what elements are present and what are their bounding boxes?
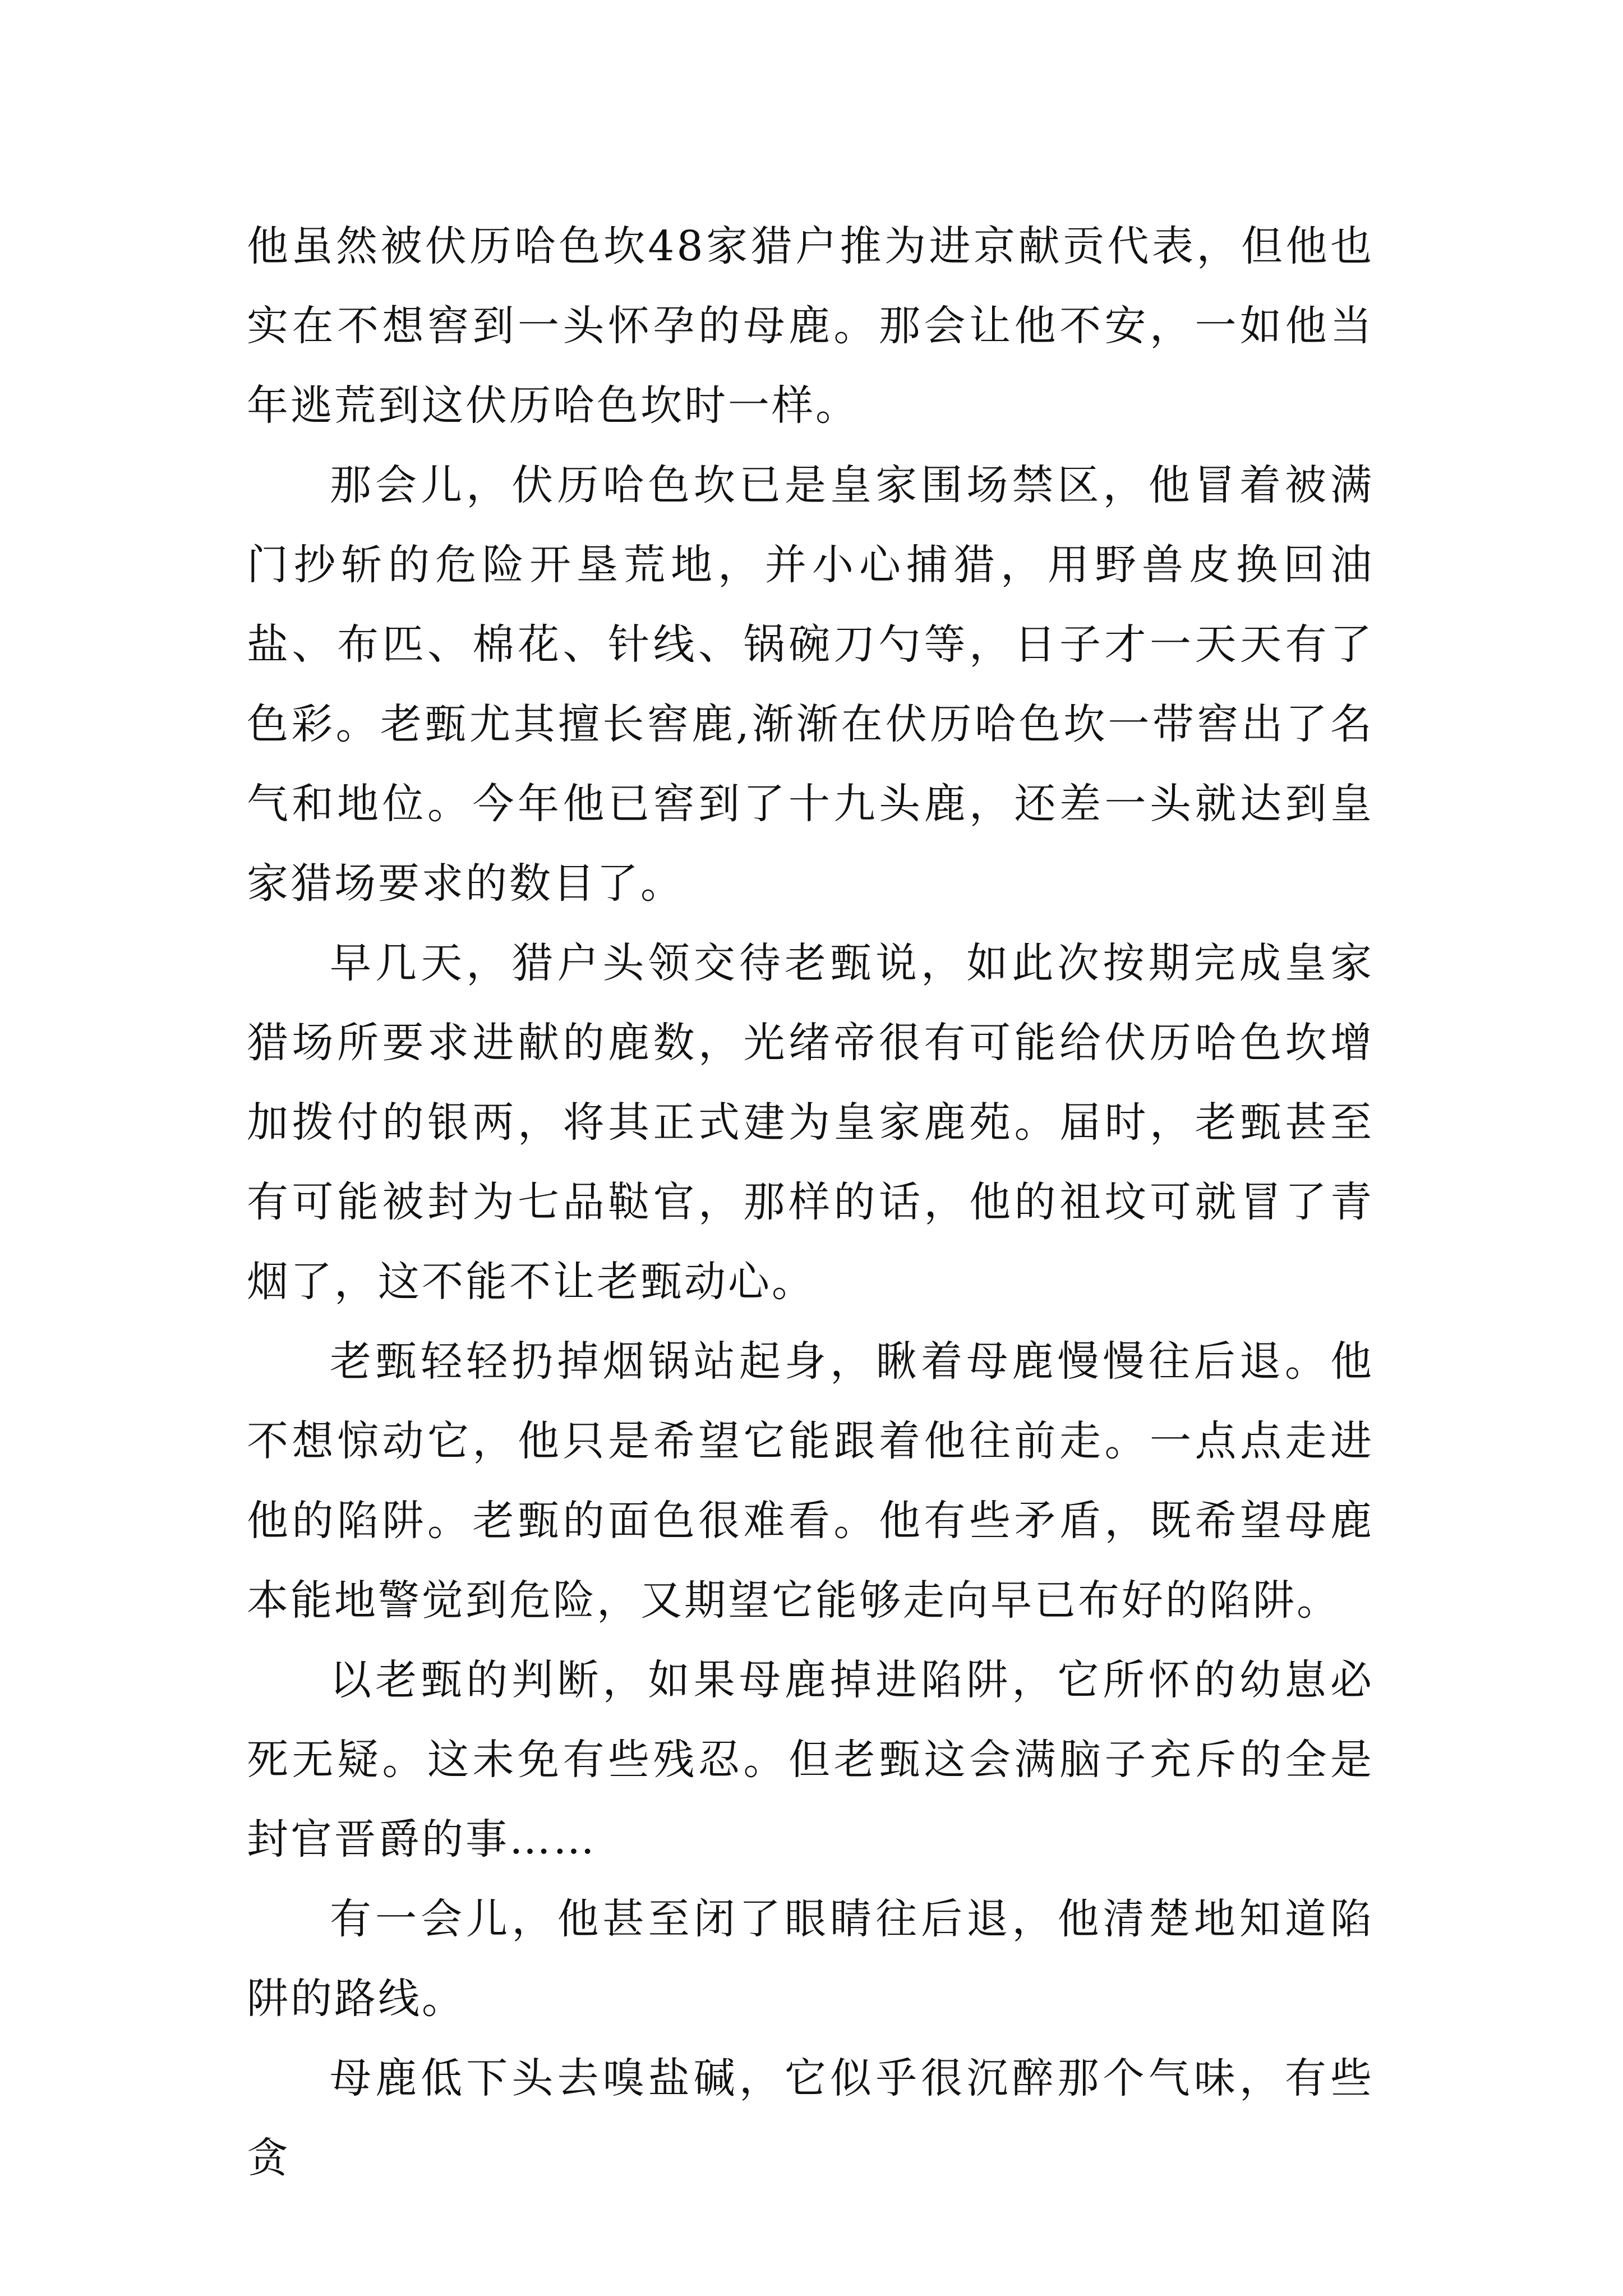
paragraph-7: 母鹿低下头去嗅盐碱，它似乎很沉醉那个气味，有些贪 bbox=[247, 2054, 1374, 2182]
paragraph-6: 有一会儿，他甚至闭了眼睛往后退，他清楚地知道陷阱的路线。 bbox=[247, 1895, 1374, 2023]
body-text bbox=[247, 206, 1374, 2198]
paragraph-1: 他虽然被伏历哈色坎48家猎户推为进京献贡代表，但他也实在不想窖到一头怀孕的母鹿。那会让他不安，一如他当年逃荒到这伏历哈色坎时一样。 bbox=[247, 222, 1374, 430]
paragraph-5: 以老甄的判断，如果母鹿掉进陷阱，它所怀的幼崽必死无疑。这未免有些残忍。但老甄这会满脑子充斥的全是封官晋爵的事…… bbox=[247, 1656, 1374, 1864]
paragraph-2: 那会儿，伏历哈色坎已是皇家围场禁区，他冒着被满门抄斩的危险开垦荒地，并小心捕猎，用野兽皮换回油盐、布匹、棉花、针线、锅碗刀勺等，日子才一天天有了色彩。老甄尤其擅长窖鹿,渐渐在伏历哈色坎一带窖出了名气和地位。今年他已窖到了十九头鹿，还差一头就达到皇家猎场要求的数目了。 bbox=[247, 461, 1374, 908]
paragraph-3: 早几天，猎户头领交待老甄说，如此次按期完成皇家猎场所要求进献的鹿数，光绪帝很有可能给伏历哈色坎增加拨付的银两，将其正式建为皇家鹿苑。届时，老甄甚至有可能被封为七品鞑官，那样的话，他的祖坟可就冒了青烟了，这不能不让老甄动心。 bbox=[247, 939, 1374, 1306]
paragraph-4: 老甄轻轻扔掉烟锅站起身，瞅着母鹿慢慢往后退。他不想惊动它，他只是希望它能跟着他往前走。一点点走进他的陷阱。老甄的面色很难看。他有些矛盾，既希望母鹿本能地警觉到危险，又期望它能够走向早已布好的陷阱。 bbox=[247, 1337, 1374, 1625]
